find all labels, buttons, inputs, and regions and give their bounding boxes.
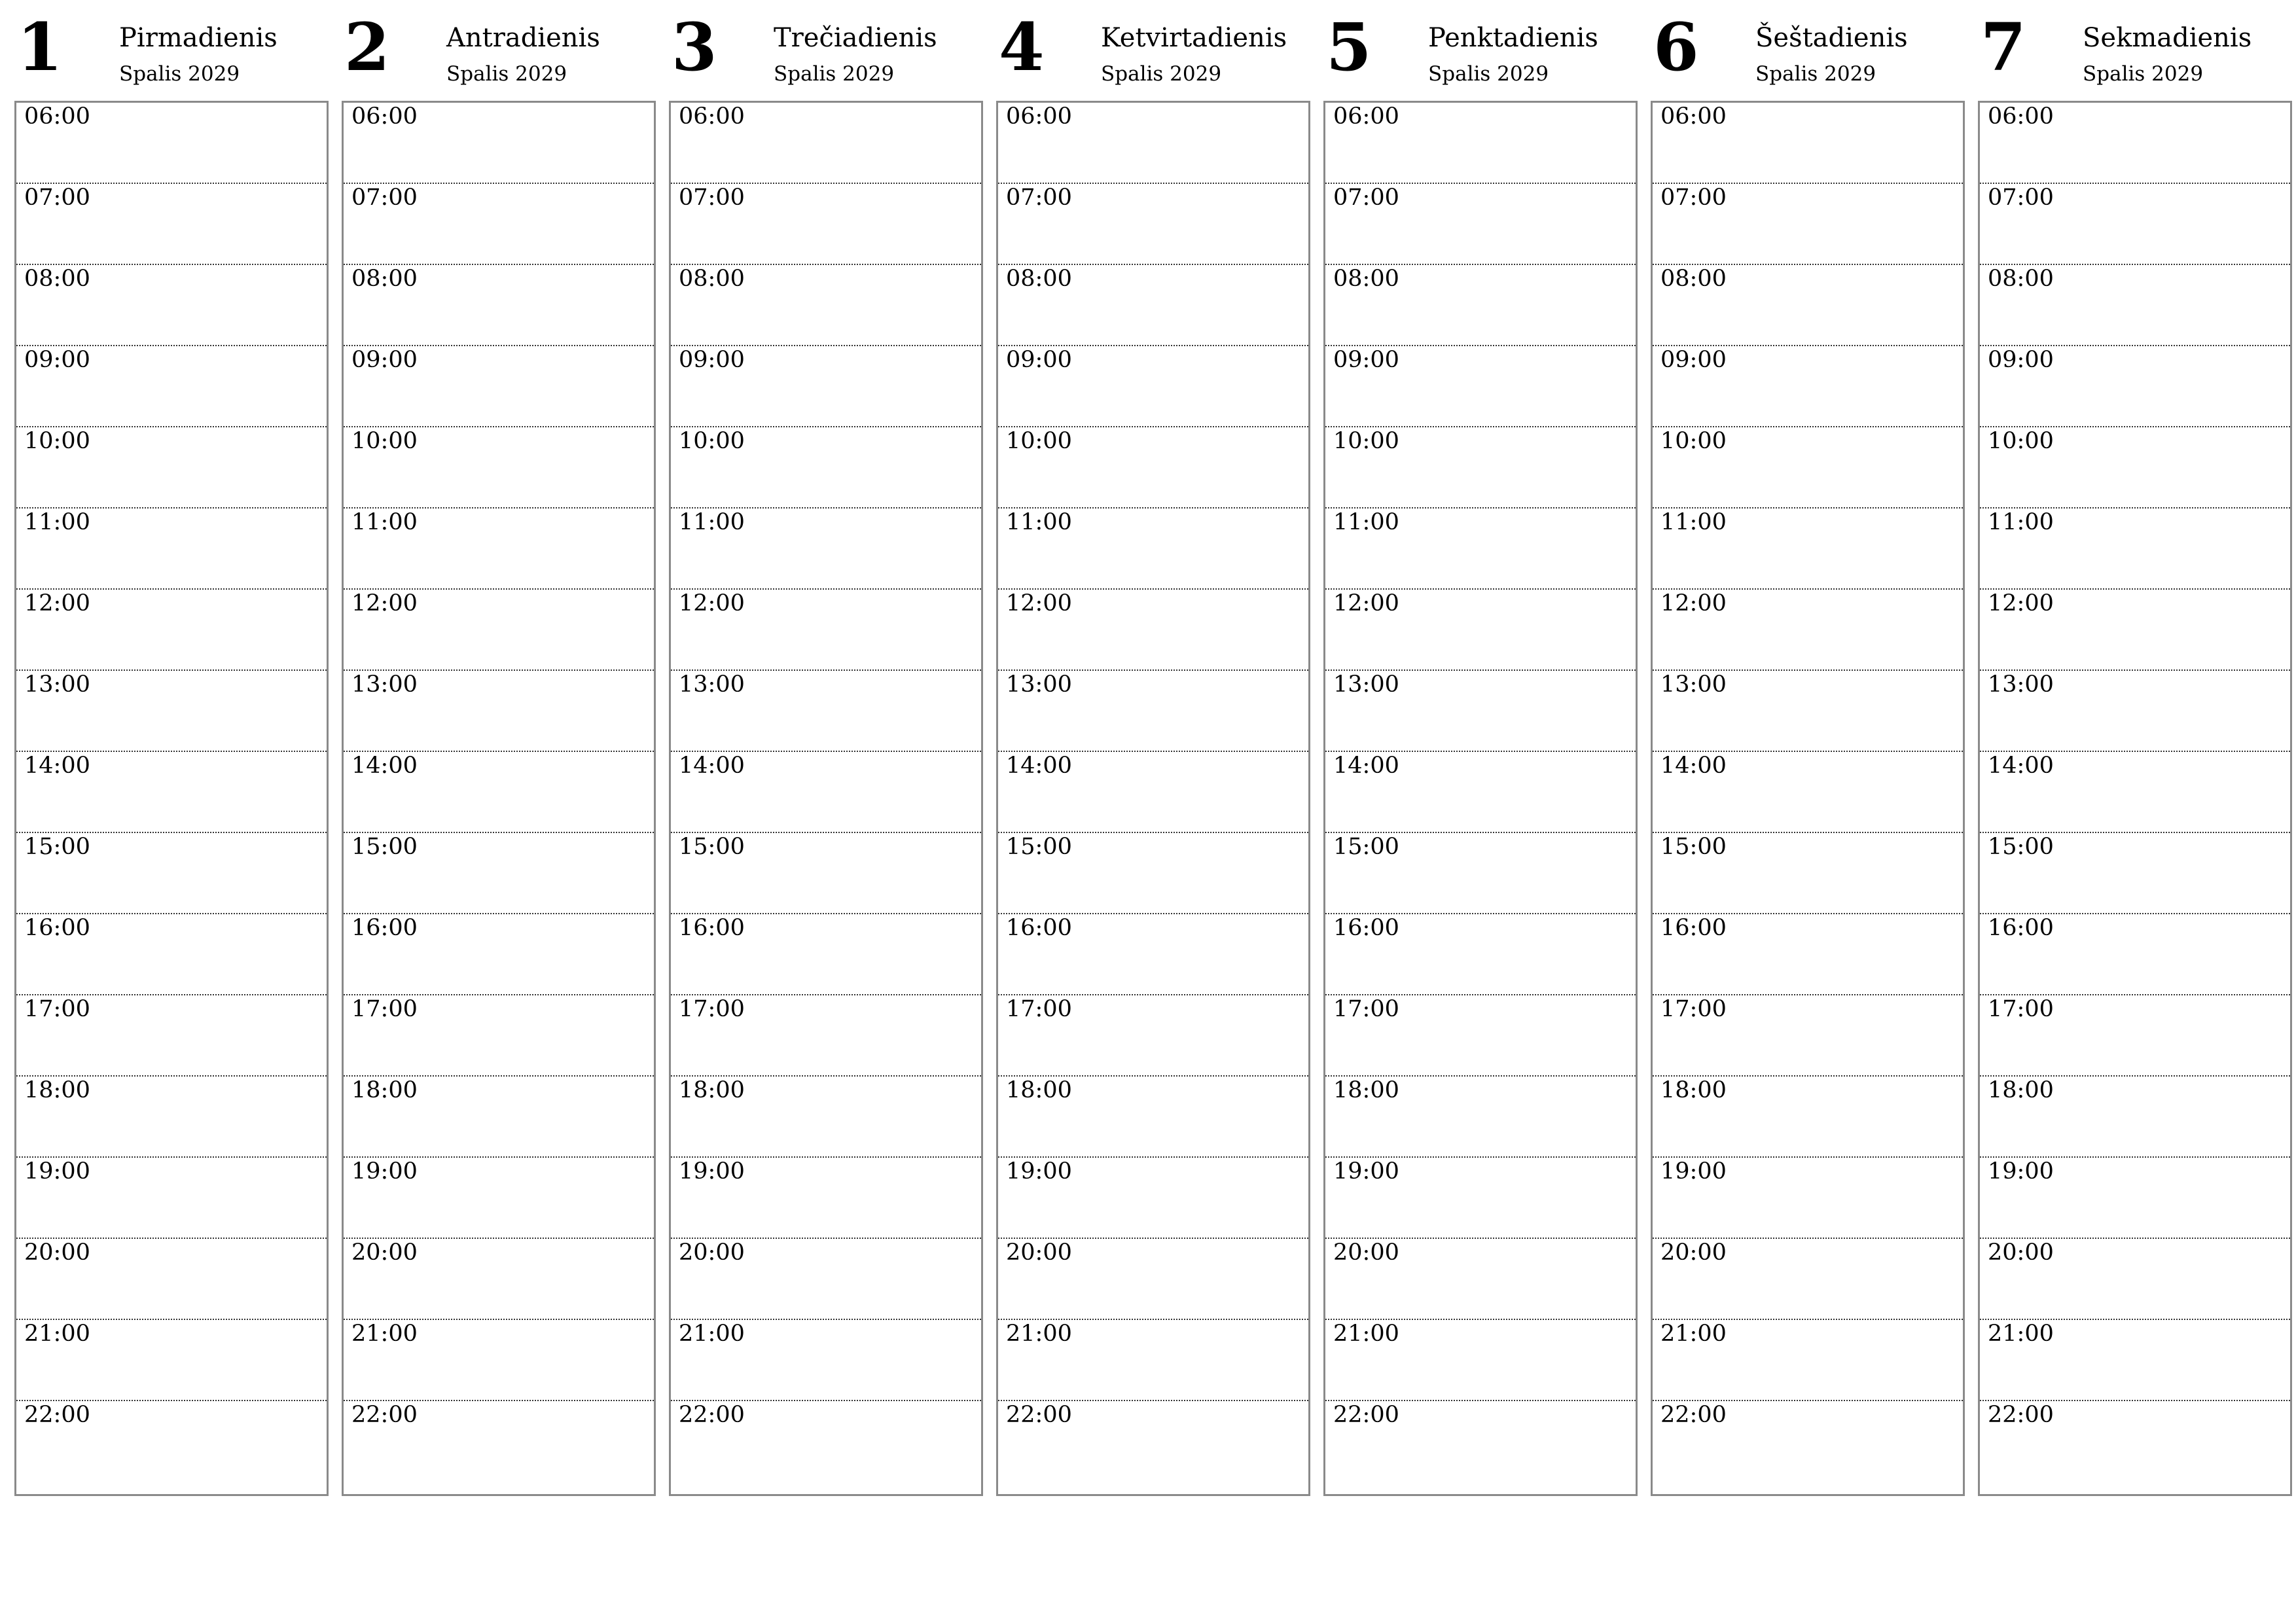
time-label: 18:00 <box>1333 1077 1399 1103</box>
time-slot[interactable] <box>344 346 654 427</box>
time-slots <box>14 101 329 1496</box>
time-label: 22:00 <box>1333 1402 1399 1428</box>
time-label: 20:00 <box>1660 1240 1727 1266</box>
day-month: Spalis 2029 <box>1428 62 1549 86</box>
day-column-5 <box>1323 0 1636 1505</box>
time-slot[interactable] <box>998 346 1308 427</box>
time-slot[interactable] <box>1653 1239 1963 1320</box>
time-slot[interactable] <box>16 833 327 914</box>
time-label: 08:00 <box>1333 266 1399 292</box>
time-slot[interactable] <box>1980 995 2290 1077</box>
time-slot[interactable] <box>344 103 654 184</box>
time-label: 16:00 <box>679 915 745 941</box>
time-slot[interactable] <box>16 1239 327 1320</box>
time-slot[interactable] <box>671 590 981 671</box>
time-slot[interactable] <box>998 671 1308 752</box>
time-slot[interactable] <box>998 184 1308 265</box>
time-slot[interactable] <box>1325 184 1636 265</box>
time-slot[interactable] <box>1980 671 2290 752</box>
day-number: 1 <box>17 9 63 86</box>
time-label: 12:00 <box>1333 590 1399 616</box>
time-label: 08:00 <box>1006 266 1072 292</box>
time-label: 13:00 <box>24 671 90 698</box>
day-column-2 <box>342 0 655 1505</box>
time-label: 11:00 <box>1988 509 2054 535</box>
day-number: 3 <box>672 9 717 86</box>
time-slot[interactable] <box>1325 508 1636 590</box>
time-slots <box>669 101 983 1496</box>
day-column-6 <box>1651 0 1964 1505</box>
time-slot[interactable] <box>1653 914 1963 995</box>
time-slot[interactable] <box>1980 833 2290 914</box>
time-slot[interactable] <box>1653 1077 1963 1158</box>
time-slot[interactable] <box>998 508 1308 590</box>
time-slot[interactable] <box>1653 346 1963 427</box>
time-label: 09:00 <box>351 347 418 373</box>
time-label: 14:00 <box>679 753 745 779</box>
time-label: 19:00 <box>24 1158 90 1185</box>
time-slot[interactable] <box>1980 1401 2290 1482</box>
time-slot[interactable] <box>671 1077 981 1158</box>
time-label: 06:00 <box>351 103 418 130</box>
time-label: 15:00 <box>1006 834 1072 860</box>
day-header <box>1651 0 1964 98</box>
time-label: 09:00 <box>1006 347 1072 373</box>
time-slot[interactable] <box>1653 671 1963 752</box>
time-slot[interactable] <box>998 103 1308 184</box>
time-slot[interactable] <box>671 1320 981 1401</box>
time-slot[interactable] <box>344 427 654 508</box>
time-label: 11:00 <box>24 509 90 535</box>
time-label: 18:00 <box>1006 1077 1072 1103</box>
time-label: 07:00 <box>679 185 745 211</box>
day-name: Ketvirtadienis <box>1101 23 1287 53</box>
time-label: 22:00 <box>1660 1402 1727 1428</box>
time-slot[interactable] <box>998 427 1308 508</box>
time-slot[interactable] <box>1325 671 1636 752</box>
time-label: 10:00 <box>1988 428 2054 454</box>
time-slot[interactable] <box>671 1401 981 1482</box>
time-label: 13:00 <box>1660 671 1727 698</box>
time-label: 16:00 <box>1660 915 1727 941</box>
time-slot[interactable] <box>344 1158 654 1239</box>
time-slot[interactable] <box>671 833 981 914</box>
time-slot[interactable] <box>344 508 654 590</box>
time-slot[interactable] <box>671 346 981 427</box>
time-label: 16:00 <box>24 915 90 941</box>
time-slot[interactable] <box>1653 833 1963 914</box>
time-slot[interactable] <box>998 995 1308 1077</box>
day-number: 4 <box>999 9 1045 86</box>
day-header <box>1323 0 1636 98</box>
time-slot[interactable] <box>671 427 981 508</box>
day-name: Penktadienis <box>1428 23 1598 53</box>
time-slot[interactable] <box>998 1077 1308 1158</box>
time-slot[interactable] <box>671 671 981 752</box>
day-month: Spalis 2029 <box>1755 62 1876 86</box>
time-label: 10:00 <box>1006 428 1072 454</box>
time-label: 14:00 <box>1006 753 1072 779</box>
time-label: 08:00 <box>351 266 418 292</box>
time-label: 14:00 <box>1660 753 1727 779</box>
time-label: 16:00 <box>1006 915 1072 941</box>
time-label: 08:00 <box>1988 266 2054 292</box>
time-slots <box>996 101 1310 1496</box>
time-slot[interactable] <box>671 265 981 346</box>
time-label: 09:00 <box>24 347 90 373</box>
time-label: 18:00 <box>1660 1077 1727 1103</box>
time-slot[interactable] <box>344 1320 654 1401</box>
time-label: 07:00 <box>24 185 90 211</box>
time-slot[interactable] <box>16 995 327 1077</box>
time-slot[interactable] <box>1325 427 1636 508</box>
day-number: 5 <box>1326 9 1372 86</box>
time-label: 17:00 <box>1333 996 1399 1022</box>
time-slot[interactable] <box>344 914 654 995</box>
time-label: 20:00 <box>1006 1240 1072 1266</box>
time-slot[interactable] <box>1653 995 1963 1077</box>
time-label: 12:00 <box>1988 590 2054 616</box>
day-column-7 <box>1978 0 2291 1505</box>
time-label: 17:00 <box>24 996 90 1022</box>
time-slot[interactable] <box>16 1401 327 1482</box>
time-slot[interactable] <box>1653 1401 1963 1482</box>
time-label: 09:00 <box>679 347 745 373</box>
time-slot[interactable] <box>671 914 981 995</box>
time-label: 07:00 <box>1988 185 2054 211</box>
time-slot[interactable] <box>1653 103 1963 184</box>
time-slot[interactable] <box>1653 265 1963 346</box>
time-slots <box>342 101 656 1496</box>
day-number: 6 <box>1653 9 1699 86</box>
time-slot[interactable] <box>998 752 1308 833</box>
time-label: 21:00 <box>1006 1321 1072 1347</box>
time-label: 10:00 <box>24 428 90 454</box>
time-label: 14:00 <box>351 753 418 779</box>
time-slot[interactable] <box>1653 590 1963 671</box>
time-label: 19:00 <box>679 1158 745 1185</box>
day-number: 2 <box>344 9 390 86</box>
weekly-planner <box>14 0 2291 1505</box>
time-slot[interactable] <box>1325 1158 1636 1239</box>
time-slot[interactable] <box>344 1239 654 1320</box>
time-label: 20:00 <box>1333 1240 1399 1266</box>
time-label: 17:00 <box>1006 996 1072 1022</box>
time-label: 12:00 <box>1660 590 1727 616</box>
time-label: 15:00 <box>679 834 745 860</box>
time-label: 11:00 <box>1660 509 1727 535</box>
time-label: 10:00 <box>1660 428 1727 454</box>
time-slot[interactable] <box>344 265 654 346</box>
time-label: 20:00 <box>679 1240 745 1266</box>
time-slot[interactable] <box>1325 1077 1636 1158</box>
time-slot[interactable] <box>16 184 327 265</box>
time-slot[interactable] <box>1980 427 2290 508</box>
day-month: Spalis 2029 <box>446 62 567 86</box>
time-label: 22:00 <box>679 1402 745 1428</box>
time-label: 22:00 <box>24 1402 90 1428</box>
day-month: Spalis 2029 <box>2083 62 2204 86</box>
time-label: 12:00 <box>351 590 418 616</box>
time-label: 08:00 <box>1660 266 1727 292</box>
time-slot[interactable] <box>998 1401 1308 1482</box>
time-label: 13:00 <box>679 671 745 698</box>
time-label: 07:00 <box>351 185 418 211</box>
time-slot[interactable] <box>1653 752 1963 833</box>
time-label: 18:00 <box>1988 1077 2054 1103</box>
time-slot[interactable] <box>16 265 327 346</box>
time-label: 07:00 <box>1660 185 1727 211</box>
time-label: 21:00 <box>679 1321 745 1347</box>
time-label: 07:00 <box>1006 185 1072 211</box>
time-label: 16:00 <box>1988 915 2054 941</box>
time-label: 17:00 <box>1988 996 2054 1022</box>
time-slot[interactable] <box>1325 752 1636 833</box>
time-slot[interactable] <box>344 184 654 265</box>
time-label: 21:00 <box>1333 1321 1399 1347</box>
time-slots <box>1323 101 1638 1496</box>
time-slot[interactable] <box>998 1239 1308 1320</box>
time-slot[interactable] <box>344 1077 654 1158</box>
time-label: 09:00 <box>1988 347 2054 373</box>
day-header <box>1978 0 2291 98</box>
time-slots <box>1978 101 2292 1496</box>
day-header <box>342 0 655 98</box>
time-slots <box>1651 101 1965 1496</box>
time-label: 09:00 <box>1660 347 1727 373</box>
day-month: Spalis 2029 <box>774 62 895 86</box>
time-slot[interactable] <box>1980 1320 2290 1401</box>
time-label: 20:00 <box>1988 1240 2054 1266</box>
time-label: 06:00 <box>1660 103 1727 130</box>
time-label: 06:00 <box>1006 103 1072 130</box>
time-slot[interactable] <box>1325 914 1636 995</box>
time-slot[interactable] <box>998 590 1308 671</box>
time-label: 21:00 <box>351 1321 418 1347</box>
time-label: 15:00 <box>1660 834 1727 860</box>
time-label: 18:00 <box>351 1077 418 1103</box>
day-name: Antradienis <box>446 23 600 53</box>
time-slot[interactable] <box>16 752 327 833</box>
time-label: 10:00 <box>1333 428 1399 454</box>
time-label: 22:00 <box>351 1402 418 1428</box>
time-slot[interactable] <box>1325 103 1636 184</box>
time-slot[interactable] <box>1325 995 1636 1077</box>
time-label: 15:00 <box>24 834 90 860</box>
time-label: 06:00 <box>1333 103 1399 130</box>
time-slot[interactable] <box>1325 265 1636 346</box>
time-label: 10:00 <box>351 428 418 454</box>
time-label: 15:00 <box>1333 834 1399 860</box>
time-label: 13:00 <box>351 671 418 698</box>
time-slot[interactable] <box>671 995 981 1077</box>
time-label: 14:00 <box>24 753 90 779</box>
time-label: 13:00 <box>1988 671 2054 698</box>
time-slot[interactable] <box>344 995 654 1077</box>
day-column-4 <box>996 0 1309 1505</box>
time-label: 22:00 <box>1988 1402 2054 1428</box>
time-label: 12:00 <box>679 590 745 616</box>
time-label: 17:00 <box>351 996 418 1022</box>
time-label: 17:00 <box>1660 996 1727 1022</box>
time-label: 21:00 <box>1988 1321 2054 1347</box>
time-label: 14:00 <box>1333 753 1399 779</box>
time-label: 06:00 <box>24 103 90 130</box>
time-slot[interactable] <box>1980 752 2290 833</box>
time-label: 06:00 <box>1988 103 2054 130</box>
time-slot[interactable] <box>1325 590 1636 671</box>
time-label: 18:00 <box>679 1077 745 1103</box>
time-label: 19:00 <box>1988 1158 2054 1185</box>
time-label: 19:00 <box>1660 1158 1727 1185</box>
time-slot[interactable] <box>344 752 654 833</box>
time-slot[interactable] <box>671 1239 981 1320</box>
day-column-3 <box>669 0 982 1505</box>
time-slot[interactable] <box>1980 508 2290 590</box>
day-header <box>669 0 982 98</box>
day-column-1 <box>14 0 327 1505</box>
time-label: 10:00 <box>679 428 745 454</box>
time-label: 21:00 <box>24 1321 90 1347</box>
time-slot[interactable] <box>671 508 981 590</box>
time-slot[interactable] <box>1653 508 1963 590</box>
time-slot[interactable] <box>16 346 327 427</box>
time-label: 11:00 <box>351 509 418 535</box>
time-label: 17:00 <box>679 996 745 1022</box>
time-slot[interactable] <box>1325 1320 1636 1401</box>
time-slot[interactable] <box>998 1320 1308 1401</box>
time-slot[interactable] <box>16 427 327 508</box>
time-slot[interactable] <box>1325 833 1636 914</box>
time-slot[interactable] <box>998 1158 1308 1239</box>
day-number: 7 <box>1981 9 2026 86</box>
time-slot[interactable] <box>1980 184 2290 265</box>
time-label: 08:00 <box>679 266 745 292</box>
time-slot[interactable] <box>16 914 327 995</box>
time-label: 15:00 <box>351 834 418 860</box>
time-slot[interactable] <box>16 1320 327 1401</box>
time-slot[interactable] <box>16 590 327 671</box>
time-label: 11:00 <box>1333 509 1399 535</box>
time-slot[interactable] <box>1980 346 2290 427</box>
time-label: 16:00 <box>351 915 418 941</box>
time-label: 16:00 <box>1333 915 1399 941</box>
time-label: 18:00 <box>24 1077 90 1103</box>
time-label: 13:00 <box>1006 671 1072 698</box>
time-label: 19:00 <box>1006 1158 1072 1185</box>
day-header <box>996 0 1309 98</box>
time-label: 11:00 <box>1006 509 1072 535</box>
day-month: Spalis 2029 <box>119 62 240 86</box>
time-slot[interactable] <box>1980 590 2290 671</box>
time-label: 19:00 <box>351 1158 418 1185</box>
time-slot[interactable] <box>1980 1158 2290 1239</box>
time-slot[interactable] <box>998 914 1308 995</box>
time-label: 07:00 <box>1333 185 1399 211</box>
time-slot[interactable] <box>1325 346 1636 427</box>
day-name: Sekmadienis <box>2083 23 2252 53</box>
time-slot[interactable] <box>1653 427 1963 508</box>
time-label: 13:00 <box>1333 671 1399 698</box>
time-slot[interactable] <box>1325 1401 1636 1482</box>
time-slot[interactable] <box>1653 1320 1963 1401</box>
day-name: Pirmadienis <box>119 23 278 53</box>
time-slot[interactable] <box>1325 1239 1636 1320</box>
time-label: 19:00 <box>1333 1158 1399 1185</box>
time-slot[interactable] <box>16 1077 327 1158</box>
time-slot[interactable] <box>1980 1077 2290 1158</box>
time-label: 11:00 <box>679 509 745 535</box>
time-label: 21:00 <box>1660 1321 1727 1347</box>
time-slot[interactable] <box>1980 914 2290 995</box>
time-label: 14:00 <box>1988 753 2054 779</box>
time-slot[interactable] <box>16 508 327 590</box>
time-label: 15:00 <box>1988 834 2054 860</box>
time-slot[interactable] <box>16 671 327 752</box>
day-header <box>14 0 327 98</box>
time-label: 06:00 <box>679 103 745 130</box>
time-slot[interactable] <box>1980 103 2290 184</box>
time-label: 12:00 <box>1006 590 1072 616</box>
time-slot[interactable] <box>16 1158 327 1239</box>
time-slot[interactable] <box>16 103 327 184</box>
day-name: Trečiadienis <box>774 23 937 53</box>
time-slot[interactable] <box>1653 184 1963 265</box>
time-slot[interactable] <box>998 265 1308 346</box>
time-slot[interactable] <box>671 1158 981 1239</box>
time-label: 08:00 <box>24 266 90 292</box>
time-slot[interactable] <box>1653 1158 1963 1239</box>
time-slot[interactable] <box>998 833 1308 914</box>
time-slot[interactable] <box>344 590 654 671</box>
time-label: 20:00 <box>24 1240 90 1266</box>
time-slot[interactable] <box>671 752 981 833</box>
time-label: 09:00 <box>1333 347 1399 373</box>
time-slot[interactable] <box>1980 265 2290 346</box>
time-label: 12:00 <box>24 590 90 616</box>
time-slot[interactable] <box>344 833 654 914</box>
time-slot[interactable] <box>671 103 981 184</box>
day-name: Šeštadienis <box>1755 23 1908 53</box>
time-label: 20:00 <box>351 1240 418 1266</box>
time-slot[interactable] <box>344 671 654 752</box>
time-slot[interactable] <box>671 184 981 265</box>
time-slot[interactable] <box>1980 1239 2290 1320</box>
day-month: Spalis 2029 <box>1101 62 1222 86</box>
time-label: 22:00 <box>1006 1402 1072 1428</box>
time-slot[interactable] <box>344 1401 654 1482</box>
